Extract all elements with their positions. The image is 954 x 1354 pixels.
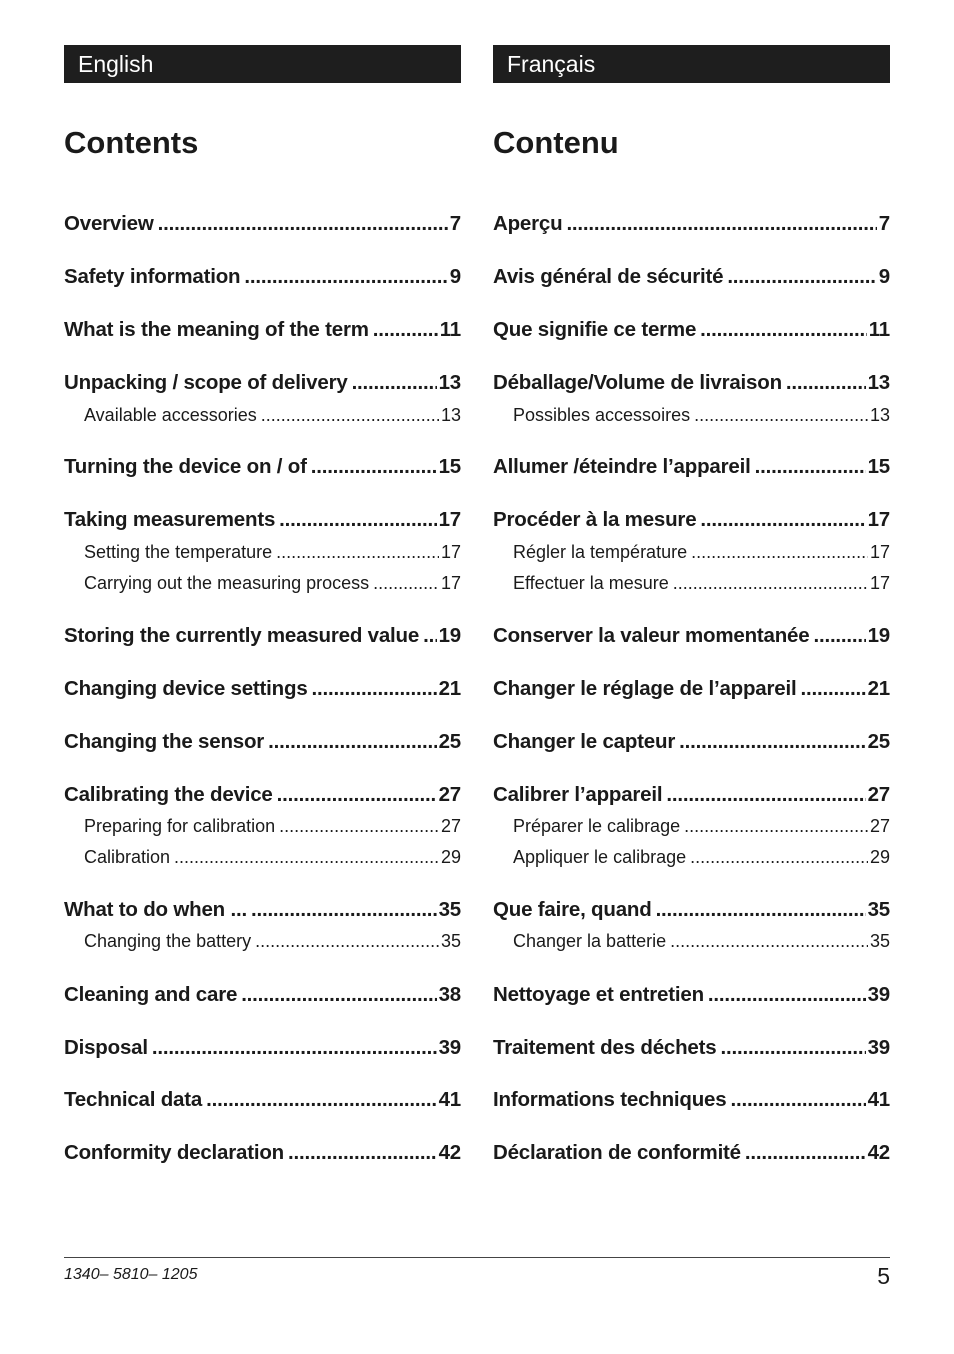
dot-leader bbox=[673, 573, 868, 594]
toc-entry bbox=[493, 508, 890, 532]
toc-entry-label: Aperçu bbox=[493, 212, 563, 235]
toc-entry-label: Nettoyage et entretien bbox=[493, 983, 704, 1006]
toc-entry bbox=[493, 624, 890, 648]
toc-entry-page: 13 bbox=[867, 371, 890, 394]
toc-entry bbox=[64, 508, 461, 532]
toc-entry-label: Available accessories bbox=[84, 405, 257, 425]
toc-entry bbox=[64, 677, 461, 701]
toc-entry-label: Calibrating the device bbox=[64, 783, 273, 806]
toc-entry-label: Régler la température bbox=[513, 542, 688, 562]
toc-entry-label: Turning the device on / of bbox=[64, 455, 307, 478]
dot-leader bbox=[268, 730, 437, 754]
english-column bbox=[64, 45, 461, 1164]
toc-subentry bbox=[84, 542, 461, 563]
dot-leader bbox=[727, 265, 876, 289]
dot-leader bbox=[708, 983, 866, 1007]
toc-entry-label: Safety information bbox=[64, 265, 241, 288]
toc-entry bbox=[493, 265, 890, 289]
toc-entry-label: Conserver la valeur momentanée bbox=[493, 624, 810, 647]
toc-entry-page: 13 bbox=[440, 405, 461, 425]
toc-entry-page: 25 bbox=[438, 730, 461, 753]
toc-entry-page: 17 bbox=[867, 508, 890, 531]
dot-leader bbox=[279, 508, 436, 532]
toc-entry-label: Calibrer l’appareil bbox=[493, 783, 663, 806]
toc-entry-page: 41 bbox=[438, 1088, 461, 1111]
toc-entry-page: 15 bbox=[867, 455, 890, 478]
toc-entry bbox=[493, 212, 890, 236]
toc-entry bbox=[493, 1036, 890, 1060]
dot-leader bbox=[786, 371, 866, 395]
document-code: 1340– 5810– 1205 bbox=[64, 1266, 198, 1283]
toc-subentry bbox=[513, 816, 890, 837]
dot-leader bbox=[174, 847, 439, 868]
toc-entry bbox=[493, 677, 890, 701]
toc-entry bbox=[64, 783, 461, 807]
toc-subentry bbox=[513, 405, 890, 426]
toc-entry-label: Calibration bbox=[84, 847, 171, 867]
toc-entry bbox=[493, 983, 890, 1007]
toc-entry-page: 7 bbox=[449, 212, 461, 235]
toc-entry bbox=[493, 1088, 890, 1112]
dot-leader bbox=[700, 318, 867, 342]
toc-entry-page: 11 bbox=[868, 318, 890, 341]
dot-leader bbox=[423, 624, 437, 648]
dot-leader bbox=[255, 931, 439, 952]
toc-entry-label: Technical data bbox=[64, 1088, 203, 1111]
contenu-heading: Contenu bbox=[493, 125, 619, 160]
toc-subentry bbox=[84, 816, 461, 837]
dot-leader bbox=[241, 983, 436, 1007]
toc-entry-label: Unpacking / scope of delivery bbox=[64, 371, 348, 394]
toc-entry-page: 27 bbox=[438, 783, 461, 806]
toc-entry-page: 39 bbox=[867, 1036, 890, 1059]
toc-entry-label: Changing device settings bbox=[64, 677, 308, 700]
toc-entry-label: Changer le capteur bbox=[493, 730, 676, 753]
toc-entry-page: 41 bbox=[867, 1088, 890, 1111]
toc-entry bbox=[64, 318, 461, 342]
toc-entry-label: Informations techniques bbox=[493, 1088, 727, 1111]
dot-leader bbox=[279, 816, 439, 837]
toc-subentry bbox=[513, 931, 890, 952]
toc-entry bbox=[493, 898, 890, 922]
toc-entry bbox=[64, 371, 461, 395]
toc-entry-label: Allumer /éteindre l’appareil bbox=[493, 455, 751, 478]
toc-entry-page: 35 bbox=[869, 931, 890, 951]
toc-entry-page: 29 bbox=[440, 847, 461, 867]
toc-entry-label: Traitement des déchets bbox=[493, 1036, 717, 1059]
toc-entry-page: 13 bbox=[438, 371, 461, 394]
dot-leader bbox=[670, 931, 868, 952]
contents-heading: Contents bbox=[64, 125, 199, 160]
toc-entry-label: Setting the temperature bbox=[84, 542, 273, 562]
toc-entry-label: Préparer le calibrage bbox=[513, 816, 681, 836]
dot-leader bbox=[755, 455, 866, 479]
language-bar-english: English bbox=[64, 45, 461, 83]
toc-subentry bbox=[513, 573, 890, 594]
dot-leader bbox=[566, 212, 876, 236]
dot-leader bbox=[694, 405, 868, 426]
dot-leader bbox=[288, 1141, 437, 1165]
toc-subentry bbox=[84, 931, 461, 952]
toc-entry bbox=[64, 730, 461, 754]
dot-leader bbox=[244, 265, 447, 289]
language-bar-french: Français bbox=[493, 45, 890, 83]
toc-entry bbox=[493, 1141, 890, 1165]
toc-entry-label: Que faire, quand bbox=[493, 898, 652, 921]
toc-entry-page: 21 bbox=[867, 677, 890, 700]
toc-entry bbox=[64, 983, 461, 1007]
toc-entry bbox=[64, 1088, 461, 1112]
dot-leader bbox=[276, 542, 439, 563]
toc-entry-page: 9 bbox=[878, 265, 890, 288]
dot-leader bbox=[261, 405, 439, 426]
toc-entry bbox=[64, 1141, 461, 1165]
toc-entry-page: 17 bbox=[438, 508, 461, 531]
toc-entry-label: Storing the currently measured value bbox=[64, 624, 420, 647]
dot-leader bbox=[730, 1088, 865, 1112]
toc-entry-page: 9 bbox=[449, 265, 461, 288]
toc-entry-page: 29 bbox=[869, 847, 890, 867]
toc-entry-label: Taking measurements bbox=[64, 508, 276, 531]
toc-entry-page: 17 bbox=[440, 542, 461, 562]
toc-entry bbox=[493, 730, 890, 754]
toc-entry-page: 17 bbox=[869, 573, 890, 593]
toc-entry-page: 13 bbox=[869, 405, 890, 425]
dot-leader bbox=[720, 1036, 865, 1060]
toc-entry-page: 42 bbox=[867, 1141, 890, 1164]
toc-entry-page: 27 bbox=[869, 816, 890, 836]
toc-subentry bbox=[513, 542, 890, 563]
footer-divider bbox=[64, 1257, 890, 1258]
toc-entry bbox=[64, 624, 461, 648]
dot-leader bbox=[373, 318, 438, 342]
toc-entry-label: Possibles accessoires bbox=[513, 405, 691, 425]
toc-entry-label: Changer le réglage de l’appareil bbox=[493, 677, 797, 700]
toc-entry-label: Preparing for calibration bbox=[84, 816, 276, 836]
toc-entry bbox=[493, 455, 890, 479]
toc-entry bbox=[64, 455, 461, 479]
dot-leader bbox=[206, 1088, 437, 1112]
dot-leader bbox=[691, 542, 868, 563]
toc-entry-page: 42 bbox=[438, 1141, 461, 1164]
dot-leader bbox=[700, 508, 865, 532]
dot-leader bbox=[373, 573, 439, 594]
toc-entry bbox=[64, 898, 461, 922]
dot-leader bbox=[352, 371, 437, 395]
dot-leader bbox=[690, 847, 868, 868]
dot-leader bbox=[666, 783, 865, 807]
toc-subentry bbox=[84, 405, 461, 426]
dot-leader bbox=[158, 212, 448, 236]
dot-leader bbox=[277, 783, 437, 807]
toc-entry-page: 27 bbox=[440, 816, 461, 836]
toc-subentry bbox=[513, 847, 890, 868]
toc-entry-label: Cleaning and care bbox=[64, 983, 238, 1006]
toc-entry-label: Avis général de sécurité bbox=[493, 265, 724, 288]
toc-entry-page: 11 bbox=[439, 318, 461, 341]
toc-entry-label: Conformity declaration bbox=[64, 1141, 284, 1164]
toc-entry-label: Procéder à la mesure bbox=[493, 508, 697, 531]
toc-entry-page: 19 bbox=[438, 624, 461, 647]
toc-entry-page: 27 bbox=[867, 783, 890, 806]
toc-entry bbox=[493, 371, 890, 395]
toc-subentry bbox=[84, 847, 461, 868]
toc-entry-label: Overview bbox=[64, 212, 154, 235]
dot-leader bbox=[800, 677, 865, 701]
dot-leader bbox=[311, 455, 437, 479]
toc-entry-page: 15 bbox=[438, 455, 461, 478]
toc-entry-label: Changing the battery bbox=[84, 931, 252, 951]
toc-entry-label: Effectuer la mesure bbox=[513, 573, 669, 593]
toc-entry-label: Carrying out the measuring process bbox=[84, 573, 370, 593]
toc-entry-page: 35 bbox=[440, 931, 461, 951]
toc-entry bbox=[493, 783, 890, 807]
page-number: 5 bbox=[877, 1263, 890, 1289]
toc-entry bbox=[64, 265, 461, 289]
toc-entry-label: Disposal bbox=[64, 1036, 148, 1059]
dot-leader bbox=[656, 898, 866, 922]
dot-leader bbox=[152, 1036, 437, 1060]
toc-entry-page: 21 bbox=[438, 677, 461, 700]
dot-leader bbox=[745, 1141, 866, 1165]
toc-entry-page: 19 bbox=[867, 624, 890, 647]
toc-entry-label: Que signifie ce terme bbox=[493, 318, 697, 341]
toc-entry bbox=[64, 212, 461, 236]
dot-leader bbox=[312, 677, 437, 701]
toc-entry-page: 7 bbox=[878, 212, 890, 235]
toc-entry-label: Déclaration de conformité bbox=[493, 1141, 741, 1164]
toc-entry-label: Changer la batterie bbox=[513, 931, 667, 951]
toc-entry-page: 38 bbox=[438, 983, 461, 1006]
toc-entry-label: Déballage/Volume de livraison bbox=[493, 371, 782, 394]
toc-entry-page: 35 bbox=[867, 898, 890, 921]
toc-entry-page: 35 bbox=[438, 898, 461, 921]
toc-entry-page: 25 bbox=[867, 730, 890, 753]
toc-entry-label: What is the meaning of the term bbox=[64, 318, 369, 341]
toc-entry-page: 17 bbox=[869, 542, 890, 562]
french-column bbox=[493, 45, 890, 1164]
toc-subentry bbox=[84, 573, 461, 594]
toc-entry bbox=[64, 1036, 461, 1060]
toc-entry-page: 39 bbox=[438, 1036, 461, 1059]
toc-entry-label: Appliquer le calibrage bbox=[513, 847, 687, 867]
toc-entry bbox=[493, 318, 890, 342]
toc-entry-page: 17 bbox=[440, 573, 461, 593]
toc-entry-page: 39 bbox=[867, 983, 890, 1006]
toc-entry-label: What to do when ... bbox=[64, 898, 247, 921]
dot-leader bbox=[251, 898, 437, 922]
dot-leader bbox=[679, 730, 866, 754]
dot-leader bbox=[813, 624, 865, 648]
dot-leader bbox=[684, 816, 868, 837]
toc-entry-label: Changing the sensor bbox=[64, 730, 265, 753]
